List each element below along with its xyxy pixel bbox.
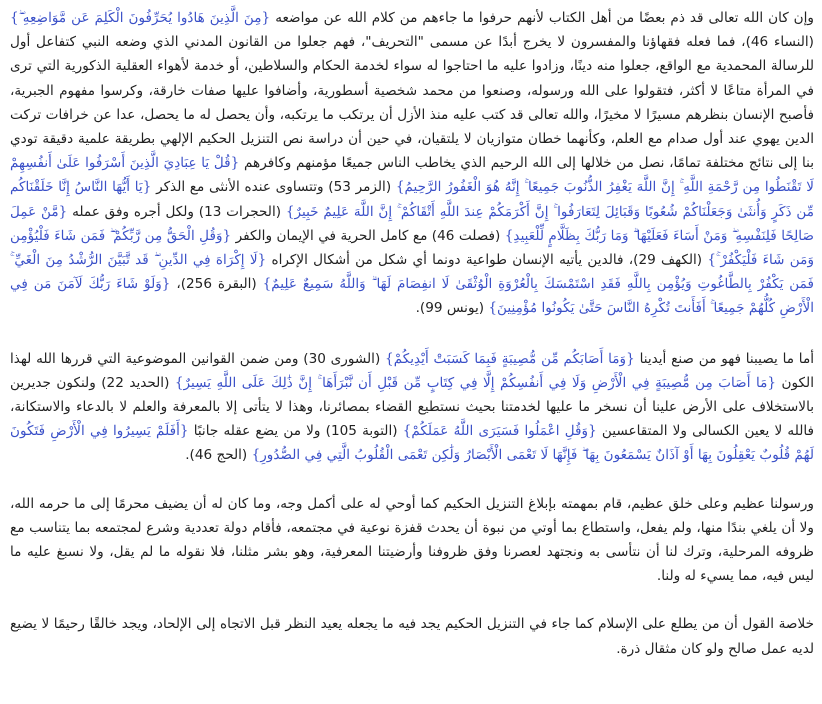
- quran-quote: {يَا أَيُّهَا النَّاسُ إِنَّا خَلَقْنَاكُم مِّن ذَكَرٍ وَأُنثَىٰ وَجَعَلْنَاكُمْ شُعُوبًا وَقَبَائِلَ لِتَعَارَفُوا ۚ إِنَّ أَكْرَمَكُمْ عِندَ اللَّهِ أَتْقَاكُمْ ۚ إِنَّ اللَّهَ عَلِيمٌ خَبِيرٌ}: [10, 179, 814, 220]
- paragraph-text: خلاصة القول أن من يطلع على الإسلام كما جاء في التنزيل الحكيم يجد فيه ما يجعله يعيد النظر قبل الاتجاه إلى الإلحاد، ويجد خالقًا رحيمًا لا يضيع لديه عمل صالح ولو كان مثقال ذرة.: [10, 616, 814, 657]
- quran-quote: {وَقُلِ اعْمَلُوا فَسَيَرَى اللَّهُ عَمَلَكُمْ}: [402, 423, 597, 440]
- quran-quote: {أَفَلَمْ يَسِيرُوا فِي الْأَرْضِ فَتَكُونَ لَهُمْ قُلُوبٌ يَعْقِلُونَ بِهَا أَوْ آذَانٌ يَسْمَعُونَ بِهَا ۖ فَإِنَّهَا لَا تَعْمَى الْأَبْصَارُ وَلَٰكِن تَعْمَى الْقُلُوبُ الَّتِي فِي الصُّدُورِ}: [10, 423, 814, 464]
- paragraph-text: (فصلت 46) مع كامل الحرية في الإيمان والكفر: [231, 227, 505, 244]
- paragraph-text: (الكهف 29)، فالدين يأتيه الإنسان طواعية دونما أي شكل من أشكال الإكراه: [266, 252, 708, 269]
- paragraph-text: وإن كان الله تعالى قد ذم بعضًا من أهل الكتاب لأنهم حرفوا ما جاءهم من كلام الله عن مواضعه: [270, 10, 814, 26]
- paragraph-text: (الزمر 53) وتتساوى عنده الأنثى مع الذكر: [151, 179, 396, 196]
- paragraph-2: [10, 347, 814, 468]
- quran-quote: {وَقُلِ الْحَقُّ مِن رَّبِّكُمْ ۖ فَمَن شَاءَ فَلْيُؤْمِن وَمَن شَاءَ فَلْيَكْفُرْ ۚ}: [10, 227, 815, 269]
- paragraph-3: [10, 492, 814, 589]
- paragraph-text: (الشورى 30) ومن ضمن القوانين الموضوعية التي قررها الله لهذا الكون: [10, 350, 814, 391]
- paragraph-text: ورسولنا عظيم وعلى خلق عظيم، قام بمهمته بإبلاغ التنزيل الحكيم كما أوحي له على أكمل وجه، وما كان له أن يضيف محرمًا إلى ما حرمه الله، ولا أن يلغي بندًا منها، ولم يفعل، واستطاع بما أوتي من نبوة أن يحدث قفزة نوعية في مجتمعه، فأقام دولة تعددية وشرع لمجتمعه بما يتناسب مع ظروفه المرحلية، وترك لنا أن نتأسى به ونجتهد لعصرنا وفق ظروفنا وأرضيتنا المعرفية، وهو بشر مثلنا، فلا نقوله ما لم يقل، ولا نسبغ عليه ما ليس فيه، مما يسيء له ولنا.: [10, 495, 814, 585]
- quran-quote: {مَا أَصَابَ مِن مُّصِيبَةٍ فِي الْأَرْضِ وَلَا فِي أَنفُسِكُمْ إِلَّا فِي كِتَابٍ مِّن قَبْلِ أَن نَّبْرَأَهَا ۚ إِنَّ ذَٰلِكَ عَلَى اللَّهِ يَسِيرٌ}: [174, 374, 777, 391]
- quran-quote: {وَلَوْ شَاءَ رَبُّكَ لَآمَنَ مَن فِي الْأَرْضِ كُلُّهُمْ جَمِيعًا ۚ أَفَأَنتَ تُكْرِهُ النَّاسَ حَتَّىٰ يَكُونُوا مُؤْمِنِينَ}: [10, 276, 814, 317]
- paragraph-text: (الحجرات 13) ولكل أجره وفق عمله: [67, 203, 286, 220]
- paragraph-1: [10, 6, 814, 321]
- paragraph-text: (النساء 46)، فما فعله فقهاؤنا والمفسرون لا يخرج أبدًا عن مسمى "التحريف"، فهم جعلوا من القانون المدني الذي وضعه النبي كتفاعل أول للرسالة المحمدية مع الواقع، جعلوا منه دينًا، وزادوا عليه ما احتاجوا له سواء لخدمة الحكام والسلاطين، أو خدمة لأهواء العقلية الذكورية التي ترى في المرأة متاعًا لا أكثر، فتقولوا على الله ورسوله، وصنعوا من محمد شخصية أسطورية، وأضافوا عليها صفات خارقة، وكرسوا مفهوم الجبرية، فأصبح الإنسان بنظرهم مسيرًا لا مخيرًا، والله تعالى قد كتب عليه منذ الأزل أن يرتكب ما يرتكبه، وأن يحصل له ما يحصل، عدا عن خرافات تركت الدين يهوي عند أول صدام مع العلم، وكأنهما خطان متوازيان لا يلتقيان، في حين أن دراسة نص التنزيل الحكيم الإلهي بطريقة علمية دقيقة تودي بنا إلى نتائج مختلفة تمامًا، نصل من خلالها إلى الله الرحيم الذي يخاطب الناس جميعًا مؤمنهم وكافرهم: [10, 34, 815, 172]
- quran-quote: {وَمَا أَصَابَكُم مِّن مُّصِيبَةٍ فَبِمَا كَسَبَتْ أَيْدِيكُمْ}: [385, 350, 635, 367]
- paragraph-4: [10, 612, 814, 660]
- quran-quote: {مِنَ الَّذِينَ هَادُوا يُحَرِّفُونَ الْكَلِمَ عَن مَّوَاضِعِهِ ۖ}: [10, 10, 271, 26]
- paragraph-text: أما ما يصيبنا فهو من صنع أيدينا: [634, 350, 815, 367]
- paragraph-text: (يونس 99).: [415, 300, 489, 317]
- paragraph-text: (البقرة 256)،: [170, 276, 263, 293]
- quran-quote: {مَّنْ عَمِلَ صَالِحًا فَلِنَفْسِهِ ۖ وَمَنْ أَسَاءَ فَعَلَيْهَا ۗ وَمَا رَبُّكَ بِظَلَّامٍ لِّلْعَبِيدِ}: [10, 203, 814, 244]
- quran-quote: {لَا إِكْرَاهَ فِي الدِّينِ ۖ قَد تَّبَيَّنَ الرُّشْدُ مِنَ الْغَيِّ ۚ فَمَن يَكْفُرْ بِالطَّاغُوتِ وَيُؤْمِن بِاللَّهِ فَقَدِ اسْتَمْسَكَ بِالْعُرْوَةِ الْوُثْقَىٰ لَا انفِصَامَ لَهَا ۗ وَاللَّهُ سَمِيعٌ عَلِيمٌ}: [10, 252, 814, 293]
- paragraph-text: (الحديد 22) ولنكون جديرين بالاستخلاف على الأرض علينا أن نسخر ما عليها لخدمتنا بحيث نستطيع القضاء بمصائرنا، وهذا لا يتأتى إلا بالمعرفة والعلم لا بالدعاء والاستكانة، فالله لا يعين الكسالى ولا المتقاعسين: [10, 374, 814, 440]
- paragraph-text: (الحج 46).: [185, 447, 252, 464]
- paragraph-text: (التوبة 105) ولا من يضع عقله جانبًا: [188, 423, 403, 440]
- quran-quote: {قُلْ يَا عِبَادِيَ الَّذِينَ أَسْرَفُوا عَلَىٰ أَنفُسِهِمْ لَا تَقْنَطُوا مِن رَّحْمَةِ اللَّهِ ۚ إِنَّ اللَّهَ يَغْفِرُ الذُّنُوبَ جَمِيعًا ۚ إِنَّهُ هُوَ الْغَفُورُ الرَّحِيمُ}: [10, 155, 814, 196]
